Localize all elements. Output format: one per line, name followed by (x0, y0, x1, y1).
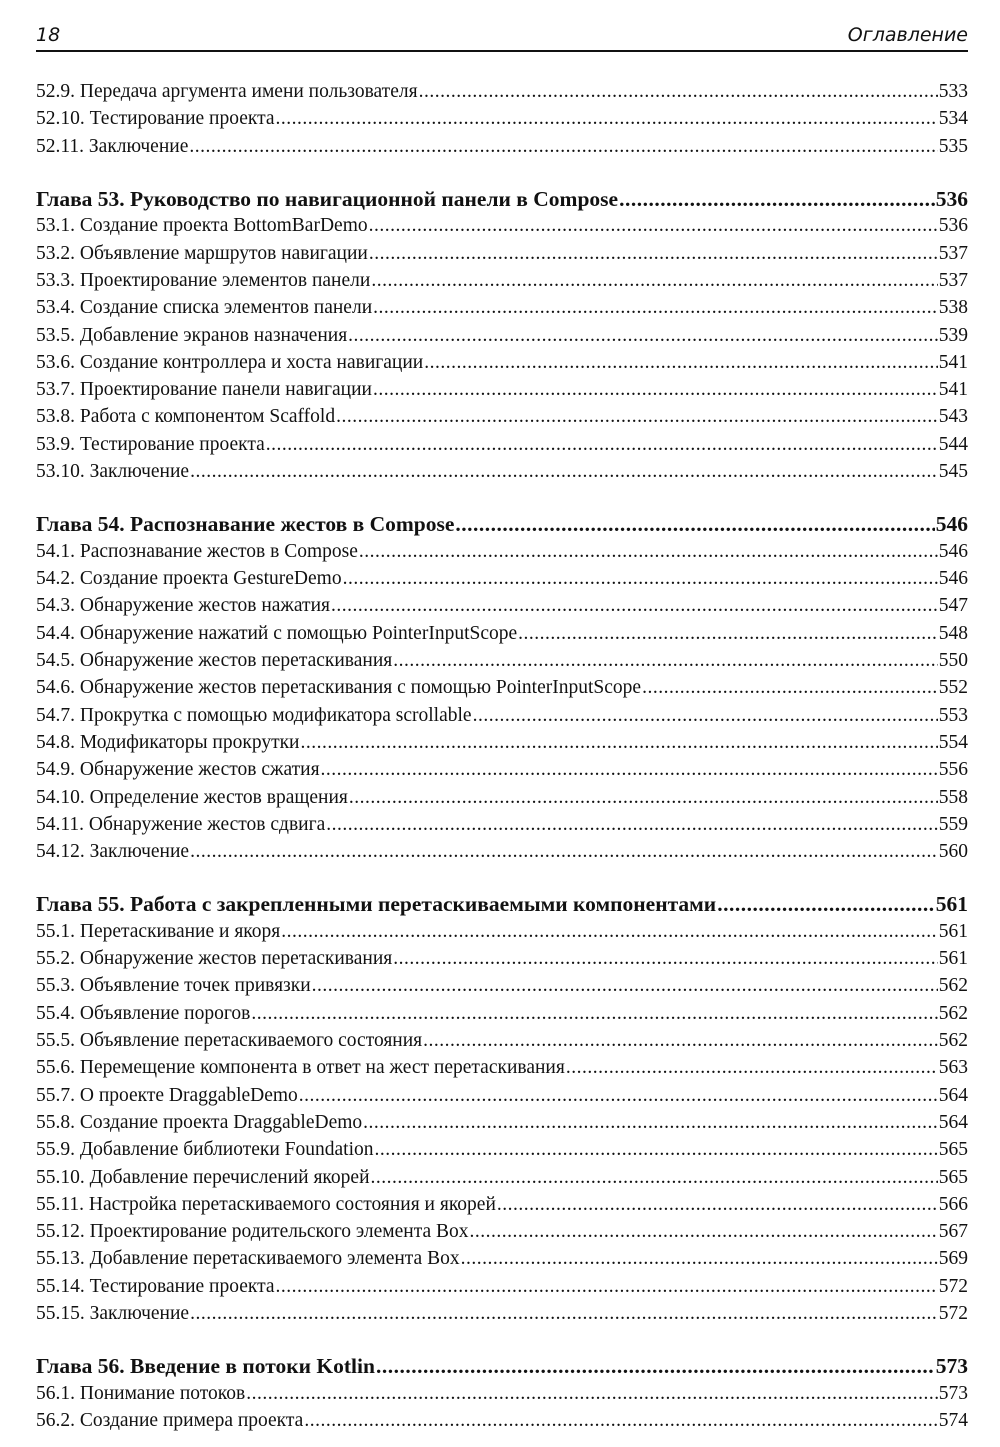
section-page-number: 562 (938, 1002, 968, 1024)
section-entry[interactable] (36, 431, 968, 458)
dot-leader (423, 1027, 938, 1054)
dot-leader (461, 1245, 938, 1272)
section-title: 53.4. Создание списка элементов панели (36, 297, 373, 319)
section-page-number: 554 (938, 731, 968, 753)
section-title: 56.2. Создание примера проекта (36, 1410, 304, 1432)
dot-leader (348, 322, 938, 349)
section-page-number: 562 (938, 975, 968, 997)
section-entry[interactable] (36, 267, 968, 294)
section-entry[interactable] (36, 592, 968, 619)
section-page-number: 561 (938, 920, 968, 942)
chapter-page-number: 546 (935, 512, 968, 537)
section-page-number: 546 (938, 568, 968, 590)
section-page-number: 574 (938, 1410, 968, 1432)
dot-leader (276, 1273, 938, 1300)
section-page-number: 536 (938, 215, 968, 237)
section-entry[interactable] (36, 838, 968, 865)
section-title: 52.11. Заключение (36, 135, 189, 157)
section-entry[interactable] (36, 756, 968, 783)
section-page-number: 559 (938, 813, 968, 835)
section-page-number: 560 (938, 841, 968, 863)
section-page-number: 573 (938, 1382, 968, 1404)
dot-leader (299, 1082, 938, 1109)
section-entry[interactable] (36, 674, 968, 701)
section-title: 53.6. Создание контроллера и хоста навигации (36, 351, 424, 373)
section-page-number: 537 (938, 269, 968, 291)
section-page-number: 535 (938, 135, 968, 157)
section-page-number: 543 (938, 406, 968, 428)
section-page-number: 564 (938, 1084, 968, 1106)
section-title: 56.1. Понимание потоков (36, 1382, 246, 1404)
section-entry[interactable] (36, 240, 968, 267)
section-entry[interactable] (36, 538, 968, 565)
section-page-number: 558 (938, 786, 968, 808)
dot-leader (281, 918, 938, 945)
section-entry[interactable] (36, 620, 968, 647)
dot-leader (363, 1109, 938, 1136)
section-entry[interactable] (36, 105, 968, 132)
dot-leader (359, 538, 938, 565)
dot-leader (455, 511, 934, 538)
section-title: 53.5. Добавление экранов назначения (36, 324, 348, 346)
section-page-number: 565 (938, 1139, 968, 1161)
section-title: 54.5. Обнаружение жестов перетаскивания (36, 650, 393, 672)
dot-leader (301, 729, 938, 756)
dot-leader (276, 105, 938, 132)
section-entry[interactable] (36, 78, 968, 105)
section-page-number: 565 (938, 1166, 968, 1188)
chapter-title: Глава 53. Руководство по навигационной панели в Compose (36, 186, 619, 211)
section-title: 53.8. Работа с компонентом Scaffold (36, 406, 336, 428)
section-page-number: 550 (938, 650, 968, 672)
section-entry[interactable] (36, 1054, 968, 1081)
dot-leader (304, 1407, 937, 1434)
dot-leader (251, 1000, 937, 1027)
section-entry[interactable] (36, 1027, 968, 1054)
section-entry[interactable] (36, 1109, 968, 1136)
section-page-number: 553 (938, 704, 968, 726)
dot-leader (190, 458, 938, 485)
section-entry[interactable] (36, 1000, 968, 1027)
section-page-number: 567 (938, 1221, 968, 1243)
chapter-entry[interactable] (36, 511, 968, 538)
section-entry[interactable] (36, 294, 968, 321)
dot-leader (369, 240, 938, 267)
chapter-title: Глава 55. Работа с закрепленными перетаскиваемыми компонентами (36, 892, 717, 917)
dot-leader (497, 1191, 938, 1218)
section-page-number: 546 (938, 540, 968, 562)
dot-leader (336, 403, 938, 430)
section-entry[interactable] (36, 403, 968, 430)
section-title: 54.12. Заключение (36, 841, 190, 863)
dot-leader (369, 212, 938, 239)
section-title: 54.4. Обнаружение нажатий с помощью PointerInputScope (36, 622, 518, 644)
section-title: 55.13. Добавление перетаскиваемого элемента Box (36, 1248, 460, 1270)
dot-leader (619, 186, 935, 213)
dot-leader (331, 592, 938, 619)
section-title: 54.6. Обнаружение жестов перетаскивания с помощью PointerInputScope (36, 677, 642, 699)
section-entry[interactable] (36, 133, 968, 160)
dot-leader (717, 891, 935, 918)
chapter-page-number: 561 (935, 892, 968, 917)
section-title: 55.1. Перетаскивание и якоря (36, 920, 281, 942)
section-title: 55.11. Настройка перетаскиваемого состояния и якорей (36, 1193, 496, 1215)
section-title: 55.15. Заключение (36, 1303, 190, 1325)
section-title: 55.9. Добавление библиотеки Foundation (36, 1139, 374, 1161)
section-page-number: 541 (938, 351, 968, 373)
section-page-number: 534 (938, 108, 968, 130)
section-entry[interactable] (36, 565, 968, 592)
dot-leader (393, 945, 937, 972)
dot-leader (190, 1300, 938, 1327)
dot-leader (343, 565, 938, 592)
page-number: 18 (36, 24, 61, 46)
section-entry[interactable] (36, 1300, 968, 1327)
section-entry[interactable] (36, 1407, 968, 1434)
section-entry[interactable] (36, 1082, 968, 1109)
section-title: 53.7. Проектирование панели навигации (36, 379, 372, 401)
dot-leader (373, 294, 938, 321)
section-entry[interactable] (36, 1164, 968, 1191)
dot-leader (326, 811, 938, 838)
chapter-entry[interactable] (36, 891, 968, 918)
section-entry[interactable] (36, 1218, 968, 1245)
section-title: 53.2. Объявление маршрутов навигации (36, 242, 368, 264)
dot-leader (518, 620, 938, 647)
section-entry[interactable] (36, 1136, 968, 1163)
chapter-entry[interactable] (36, 186, 968, 213)
section-page-number: 541 (938, 379, 968, 401)
section-page-number: 566 (938, 1193, 968, 1215)
section-title: 55.10. Добавление перечислений якорей (36, 1166, 370, 1188)
section-title: 54.9. Обнаружение жестов сжатия (36, 759, 320, 781)
dot-leader (419, 78, 938, 105)
section-entry[interactable] (36, 647, 968, 674)
dot-leader (642, 674, 938, 701)
section-entry[interactable] (36, 212, 968, 239)
section-title: 54.8. Модификаторы прокрутки (36, 731, 300, 753)
section-title: 54.2. Создание проекта GestureDemo (36, 568, 342, 590)
dot-leader (373, 376, 938, 403)
section-entry[interactable] (36, 729, 968, 756)
section-title: 55.12. Проектирование родительского элемента Box (36, 1221, 469, 1243)
section-page-number: 572 (938, 1275, 968, 1297)
section-entry[interactable] (36, 349, 968, 376)
section-title: 52.10. Тестирование проекта (36, 108, 275, 130)
section-page-number: 548 (938, 622, 968, 644)
section-title: 52.9. Передача аргумента имени пользователя (36, 81, 418, 102)
section-entry[interactable] (36, 322, 968, 349)
chapter-title: Глава 56. Введение в потоки Kotlin (36, 1354, 375, 1379)
section-title: 53.9. Тестирование проекта (36, 433, 265, 455)
section-entry[interactable] (36, 458, 968, 485)
section-entry[interactable] (36, 376, 968, 403)
dot-leader (312, 972, 938, 999)
dot-leader (321, 756, 938, 783)
dot-leader (566, 1054, 938, 1081)
section-title: 55.3. Объявление точек привязки (36, 975, 311, 997)
section-page-number: 569 (938, 1248, 968, 1270)
chapter-entry[interactable] (36, 1353, 968, 1380)
section-title: 55.2. Обнаружение жестов перетаскивания (36, 948, 393, 970)
table-of-contents (36, 78, 968, 1434)
section-page-number: 547 (938, 595, 968, 617)
dot-leader (190, 838, 938, 865)
dot-leader (375, 1136, 938, 1163)
dot-leader (473, 702, 938, 729)
section-title: 53.3. Проектирование элементов панели (36, 269, 371, 291)
dot-leader (246, 1380, 938, 1407)
running-header (36, 24, 968, 52)
section-page-number: 537 (938, 242, 968, 264)
section-page-number: 552 (938, 677, 968, 699)
dot-leader (393, 647, 937, 674)
section-page-number: 539 (938, 324, 968, 346)
section-page-number: 545 (938, 461, 968, 483)
section-page-number: 561 (938, 948, 968, 970)
chapter-page-number: 536 (935, 186, 968, 211)
section-page-number: 556 (938, 759, 968, 781)
section-entry[interactable] (36, 972, 968, 999)
section-title: 54.3. Обнаружение жестов нажатия (36, 595, 330, 617)
section-page-number: 544 (938, 433, 968, 455)
section-entry[interactable] (36, 811, 968, 838)
section-page-number: 563 (938, 1057, 968, 1079)
section-title: 54.10. Определение жестов вращения (36, 786, 348, 808)
section-title: 53.1. Создание проекта BottomBarDemo (36, 215, 368, 237)
section-title: 54.1. Распознавание жестов в Compose (36, 540, 358, 562)
section-entry[interactable] (36, 945, 968, 972)
section-title: 54.7. Прокрутка с помощью модификатора scrollable (36, 704, 472, 726)
dot-leader (189, 133, 937, 160)
dot-leader (266, 431, 938, 458)
dot-leader (424, 349, 938, 376)
section-title: 55.8. Создание проекта DraggableDemo (36, 1111, 363, 1133)
section-title: 55.7. О проекте DraggableDemo (36, 1084, 298, 1106)
section-entry[interactable] (36, 1380, 968, 1407)
section-title: 53.10. Заключение (36, 461, 190, 483)
section-title: 55.14. Тестирование проекта (36, 1275, 275, 1297)
section-title: 54.11. Обнаружение жестов сдвига (36, 813, 326, 835)
section-title: 55.5. Объявление перетаскиваемого состояния (36, 1030, 423, 1052)
section-entry[interactable] (36, 702, 968, 729)
dot-leader (349, 784, 938, 811)
section-title: 55.6. Перемещение компонента в ответ на жест перетаскивания (36, 1057, 565, 1079)
section-page-number: 562 (938, 1030, 968, 1052)
section-entry[interactable] (36, 784, 968, 811)
dot-leader (376, 1353, 935, 1380)
section-page-number: 538 (938, 297, 968, 319)
section-page-number: 564 (938, 1111, 968, 1133)
chapter-page-number: 573 (935, 1354, 968, 1379)
section-entry[interactable] (36, 1191, 968, 1218)
section-entry[interactable] (36, 918, 968, 945)
section-page-number: 533 (938, 81, 968, 102)
section-title: 55.4. Объявление порогов (36, 1002, 251, 1024)
dot-leader (470, 1218, 938, 1245)
section-entry[interactable] (36, 1245, 968, 1272)
dot-leader (371, 1164, 938, 1191)
dot-leader (371, 267, 937, 294)
section-entry[interactable] (36, 1273, 968, 1300)
section-page-number: 572 (938, 1303, 968, 1325)
chapter-title: Глава 54. Распознавание жестов в Compose (36, 512, 455, 537)
running-title: Оглавление (847, 24, 968, 46)
